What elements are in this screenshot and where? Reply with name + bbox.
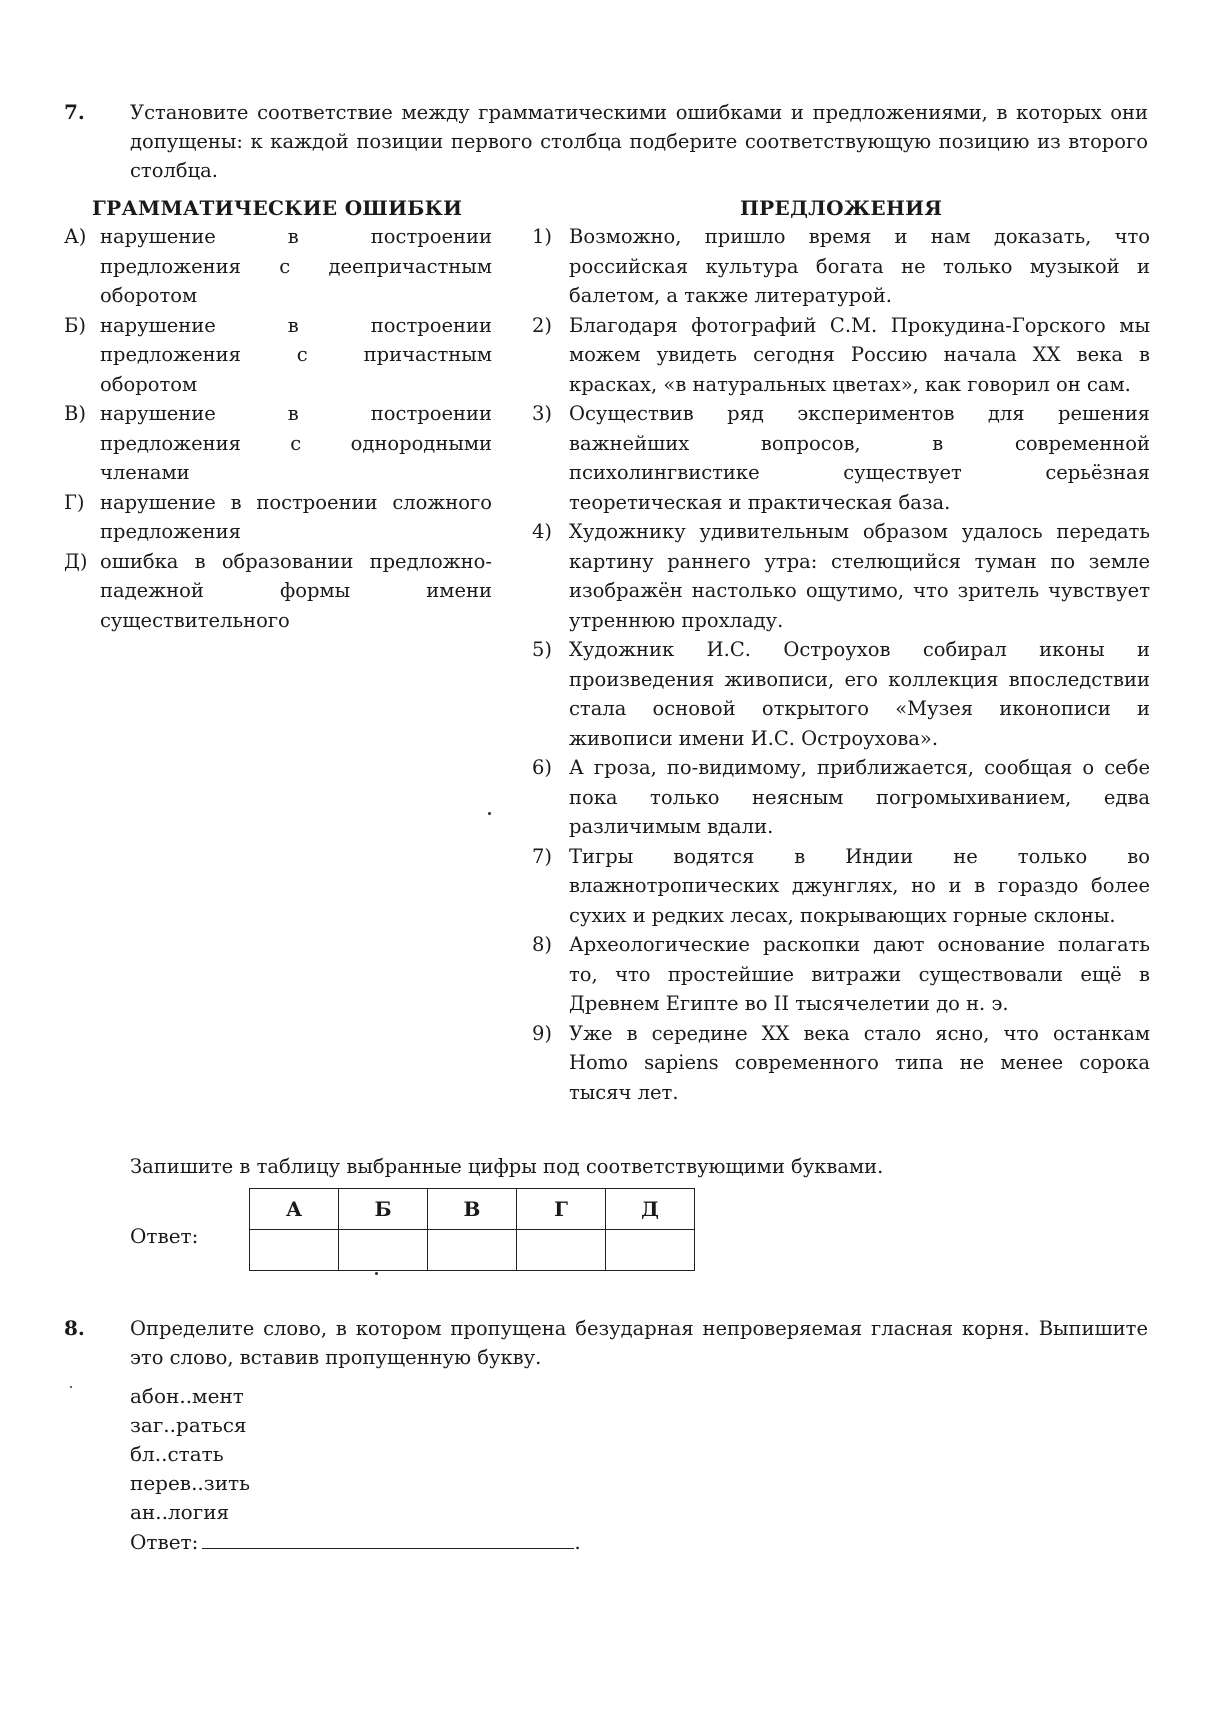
task-8-answer-label: Ответ: [130, 1530, 199, 1554]
sentence-marker: 8) [532, 933, 553, 956]
sentence-text: Тигры водятся в Индии не только во влажнотропических джунглях, но и в гораздо более сухих и редких лесах, покрывающих горные склоны. [569, 844, 1150, 927]
sentence-text: Благодаря фотографий С.М. Прокудина-Горского мы можем увидеть сегодня Россию начала XX века в красках, «в натуральных цветах», как говорил он сам. [569, 313, 1150, 396]
error-marker: Д) [64, 549, 88, 573]
sentence-text: Осуществив ряд экспериментов для решения важнейших вопросов, в современной психолингвистике существует серьёзная теоретическая и практическая база. [569, 402, 1150, 514]
grammar-errors-list [64, 222, 492, 635]
sentence-text: Уже в середине XX века стало ясно, что останкам Homo sapiens современного типа не менее сорока тысяч лет. [569, 1021, 1150, 1104]
table-instruction: Запишите в таблицу выбранные цифры под соответствующими буквами. [130, 1155, 884, 1178]
sentence-text: Художник И.С. Остроухов собирал иконы и произведения живописи, его коллекция впоследствии стала основой открытого «Музея иконописи и живописи имени И.С. Остроухова». [569, 638, 1150, 750]
scan-speck [70, 1386, 72, 1388]
word-option: ан..логия [130, 1500, 230, 1524]
sentence-item [532, 311, 1150, 400]
sentence-item [532, 930, 1150, 1019]
sentence-item [532, 842, 1150, 931]
answer-table-input-cell[interactable] [250, 1230, 339, 1271]
answer-table-input-cell[interactable] [606, 1230, 695, 1271]
answer-table-input-cell[interactable] [517, 1230, 606, 1271]
task-7-text: Установите соответствие между грамматическими ошибками и предложениями, в которых они допущены: к каждой позиции первого столбца подберите соответствующую позицию из второго столбца. [130, 101, 1148, 182]
sentence-marker: 7) [532, 844, 553, 868]
error-item [64, 488, 492, 547]
error-item [64, 311, 492, 400]
error-text: нарушение в построении предложения с причастным оборотом [100, 313, 492, 396]
sentence-text: Возможно, пришло время и нам доказать, что российская культура богата не только музыкой и балетом, а также литературой. [569, 225, 1150, 307]
sentence-marker: 5) [532, 638, 553, 661]
error-marker: А) [64, 225, 87, 248]
sentence-item [532, 1019, 1150, 1108]
word-options-list [130, 1382, 250, 1527]
answer-table-input-row [250, 1230, 695, 1271]
scan-speck [488, 812, 491, 815]
sentence-item [532, 222, 1150, 311]
task-8-text: Определите слово, в котором пропущена безударная непроверяемая гласная корня. Выпишите это слово, вставив пропущенную букву. [130, 1317, 1148, 1369]
answer-table-input-cell[interactable] [428, 1230, 517, 1271]
word-option: заг..раться [130, 1413, 247, 1437]
sentence-item [532, 635, 1150, 753]
error-marker: Б) [64, 313, 86, 337]
answer-table-header-cell: Г [517, 1189, 606, 1230]
task-7-answer-label: Ответ: [130, 1224, 199, 1248]
answer-table-header-row [250, 1189, 695, 1230]
error-marker: Г) [64, 490, 85, 514]
error-text: нарушение в построении предложения с однородными членами [100, 402, 492, 484]
answer-table [249, 1188, 695, 1271]
error-item [64, 399, 492, 488]
answer-table-header-cell: Б [339, 1189, 428, 1230]
scan-speck [375, 1272, 378, 1275]
error-marker: В) [64, 402, 86, 425]
sentence-item [532, 753, 1150, 842]
word-option: абон..мент [130, 1384, 244, 1408]
sentence-text: Археологические раскопки дают основание полагать то, что простейшие витражи существовали ещё в Древнем Египте во II тысячелетии до н. э. [569, 933, 1150, 1015]
word-option: перев..зить [130, 1471, 250, 1495]
sentence-text: Художнику удивительным образом удалось передать картину раннего утра: стелющийся туман по земле изображён настолько ощутимо, что зритель чувствует утреннюю прохладу. [569, 520, 1150, 632]
sentence-item [532, 517, 1150, 635]
error-text: ошибка в образовании предложно-падежной формы имени существительного [100, 549, 492, 632]
sentences-list [532, 222, 1150, 1107]
answer-table-header-cell: В [428, 1189, 517, 1230]
error-item [64, 222, 492, 311]
word-option: бл..стать [130, 1442, 224, 1466]
task-8-answer-end: . [574, 1530, 581, 1554]
sentence-marker: 9) [532, 1021, 553, 1045]
task-8-number: 8. [64, 1316, 85, 1340]
task-8-answer-row [130, 1530, 581, 1554]
sentence-marker: 4) [532, 520, 553, 543]
sentence-marker: 3) [532, 402, 553, 425]
sentence-marker: 2) [532, 313, 553, 337]
task-7-number: 7. [64, 100, 85, 124]
errors-column-header: ГРАММАТИЧЕСКИЕ ОШИБКИ [92, 196, 463, 220]
error-text: нарушение в построении сложного предложения [100, 490, 492, 543]
sentences-column-header: ПРЕДЛОЖЕНИЯ [740, 196, 943, 220]
task-8-answer-field[interactable] [202, 1530, 574, 1549]
sentence-text: А гроза, по-видимому, приближается, сообщая о себе пока только неясным погромыхиванием, едва различимым вдали. [569, 756, 1150, 838]
error-text: нарушение в построении предложения с деепричастным оборотом [100, 225, 492, 307]
sentence-item [532, 399, 1150, 517]
sentence-marker: 1) [532, 225, 553, 248]
sentence-marker: 6) [532, 756, 553, 779]
answer-table-header-cell: Д [606, 1189, 695, 1230]
answer-table-input-cell[interactable] [339, 1230, 428, 1271]
error-item [64, 547, 492, 636]
answer-table-header-cell: А [250, 1189, 339, 1230]
